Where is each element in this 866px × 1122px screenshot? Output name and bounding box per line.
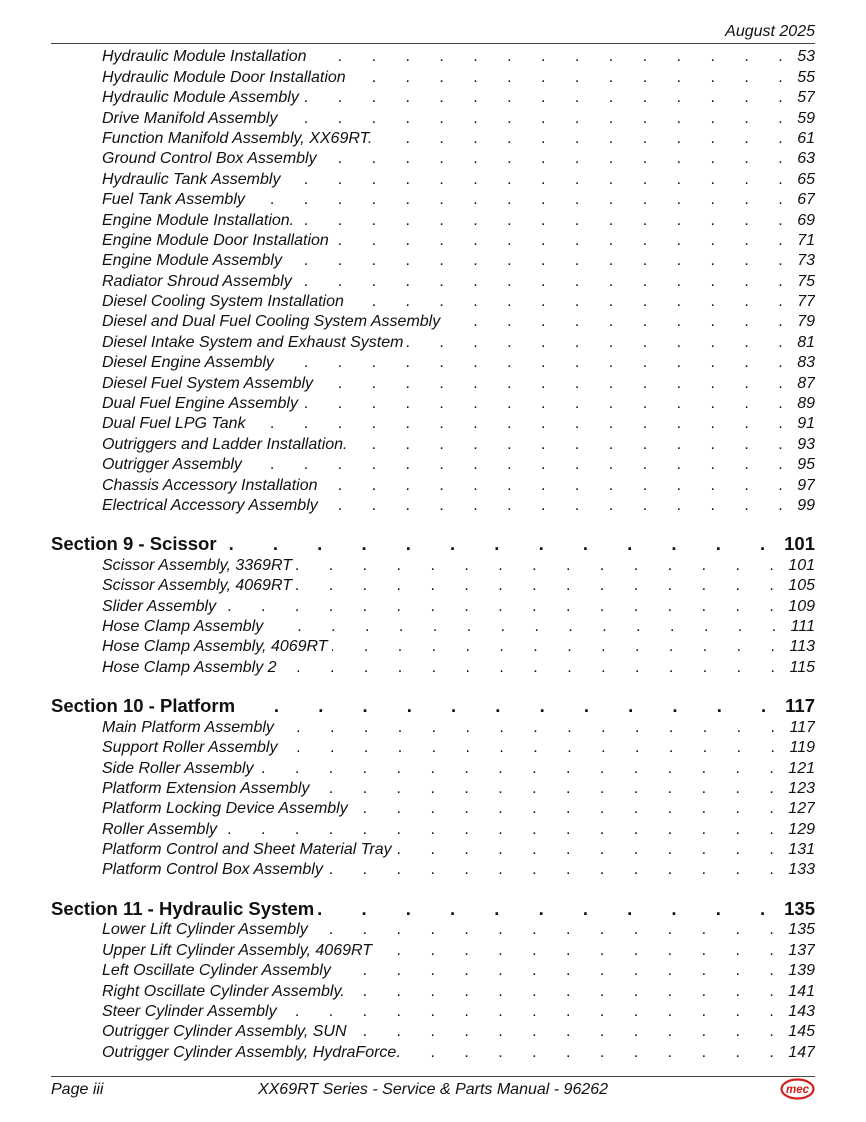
toc-entry[interactable] — [51, 1042, 815, 1062]
toc-page-number: 121 — [788, 759, 815, 777]
toc-page-number: 117 — [789, 718, 815, 736]
toc-label: Function Manifold Assembly, XX69RT. — [102, 129, 376, 149]
toc-label: Left Oscillate Cylinder Assembly — [102, 961, 335, 981]
toc-label: Steer Cylinder Assembly — [102, 1002, 281, 1022]
toc-page-number: 75 — [797, 272, 815, 290]
dot-leader — [350, 67, 796, 87]
toc-label: Fuel Tank Assembly — [102, 190, 249, 210]
toc-page-number: 131 — [788, 841, 815, 859]
toc-page-number: 101 — [784, 533, 815, 555]
toc-entry[interactable] — [51, 210, 815, 230]
dot-leader — [221, 533, 783, 555]
toc-entry[interactable] — [51, 394, 815, 414]
toc-entry[interactable] — [51, 373, 815, 393]
toc-page-number: 113 — [789, 638, 815, 656]
dot-leader — [405, 1042, 787, 1062]
toc-entry[interactable] — [51, 920, 815, 940]
toc-entry[interactable] — [51, 455, 815, 475]
dot-leader — [396, 840, 787, 860]
toc-label: Hydraulic Module Installation — [102, 47, 311, 67]
toc-entry[interactable] — [51, 332, 815, 352]
dot-leader — [303, 88, 795, 108]
toc-page-number: 105 — [788, 577, 815, 595]
toc-label: Section 9 - Scissor — [51, 533, 221, 555]
dot-leader — [333, 231, 795, 251]
toc-entry[interactable] — [51, 67, 815, 87]
toc-label: Hose Clamp Assembly — [102, 617, 267, 637]
dot-leader — [278, 717, 788, 737]
toc-label: Dual Fuel Engine Assembly — [102, 394, 302, 414]
toc-entry[interactable] — [51, 251, 815, 271]
toc-entry[interactable] — [51, 617, 815, 637]
toc-entry[interactable] — [51, 758, 815, 778]
toc-page-number: 111 — [790, 618, 815, 636]
toc-label: Radiator Shroud Assembly — [102, 272, 296, 292]
toc-label: Chassis Accessory Installation — [102, 476, 322, 496]
header-date: August 2025 — [725, 23, 815, 40]
toc-page-number: 143 — [788, 1002, 815, 1020]
toc-page-number: 77 — [797, 293, 815, 311]
toc-label: Section 11 - Hydraulic System — [51, 898, 318, 920]
toc-label: Platform Control Box Assembly — [102, 860, 327, 880]
toc-page-number: 87 — [797, 374, 815, 392]
dot-leader — [444, 312, 795, 332]
dot-leader — [351, 1022, 787, 1042]
toc-page-number: 59 — [797, 109, 815, 127]
dot-leader — [348, 292, 795, 312]
toc-label: Hydraulic Module Door Installation — [102, 68, 350, 88]
dot-leader — [327, 860, 786, 880]
toc-page-number: 101 — [788, 556, 815, 574]
toc-entry[interactable] — [51, 292, 815, 312]
toc-entry[interactable] — [51, 738, 815, 758]
dot-leader — [296, 271, 795, 291]
toc-entry[interactable] — [51, 981, 815, 1001]
toc-label: Scissor Assembly, 4069RT — [102, 576, 296, 596]
toc-label: Hydraulic Tank Assembly — [102, 170, 284, 190]
toc-entry[interactable] — [51, 596, 815, 616]
toc-label: Diesel Fuel System Assembly — [102, 374, 317, 394]
toc-page-number: 95 — [797, 456, 815, 474]
toc-label: Platform Extension Assembly — [102, 779, 313, 799]
toc-label: Drive Manifold Assembly — [102, 109, 281, 129]
toc-label: Roller Assembly — [102, 820, 221, 840]
toc-page-number: 137 — [788, 941, 815, 959]
toc-label: Diesel Engine Assembly — [102, 353, 278, 373]
dot-leader — [281, 738, 787, 758]
toc-entry[interactable] — [51, 434, 815, 454]
toc-entry[interactable] — [51, 657, 815, 677]
toc-label: Outrigger Cylinder Assembly, HydraForce. — [102, 1043, 405, 1063]
dot-leader — [321, 149, 796, 169]
toc-page-number: 115 — [789, 658, 815, 676]
toc-label: Diesel Intake System and Exhaust System — [102, 333, 407, 353]
toc-label: Outrigger Cylinder Assembly, SUN — [102, 1022, 351, 1042]
toc-label: Side Roller Assembly — [102, 759, 257, 779]
dot-leader — [239, 695, 783, 717]
toc-section-heading[interactable] — [51, 695, 815, 717]
toc-page-number: 81 — [797, 333, 815, 351]
toc-page-number: 71 — [797, 231, 815, 249]
dot-leader — [221, 819, 786, 839]
toc-section-heading[interactable] — [51, 533, 815, 555]
toc-entry[interactable] — [51, 47, 815, 67]
toc-label: Hydraulic Module Assembly — [102, 88, 303, 108]
dot-leader — [220, 596, 786, 616]
toc-entry[interactable] — [51, 860, 815, 880]
dot-leader — [281, 108, 795, 128]
toc-page-number: 69 — [797, 211, 815, 229]
dot-leader — [322, 496, 795, 516]
toc-entry[interactable] — [51, 799, 815, 819]
toc-page-number: 55 — [797, 68, 815, 86]
dot-leader — [249, 414, 795, 434]
toc-page-number: 109 — [788, 597, 815, 615]
toc-entry[interactable] — [51, 271, 815, 291]
toc-entry[interactable] — [51, 840, 815, 860]
toc-entry[interactable] — [51, 312, 815, 332]
toc-page-number: 67 — [797, 191, 815, 209]
toc-page-number: 129 — [788, 820, 815, 838]
toc-label: Upper Lift Cylinder Assembly, 4069RT — [102, 941, 376, 961]
svg-text:mec: mec — [785, 1084, 810, 1096]
toc-page-number: 93 — [797, 435, 815, 453]
toc-entry[interactable] — [51, 637, 815, 657]
toc-page-number: 99 — [797, 496, 815, 514]
toc-page-number: 65 — [797, 170, 815, 188]
toc-page-number: 97 — [797, 476, 815, 494]
toc-label: Slider Assembly — [102, 597, 220, 617]
toc-page-number: 135 — [784, 897, 815, 919]
toc-label: Lower Lift Cylinder Assembly — [102, 920, 312, 940]
toc-label: Platform Locking Device Assembly — [102, 799, 352, 819]
toc-entry[interactable] — [51, 1002, 815, 1022]
toc-label: Outrigger Assembly — [102, 455, 246, 475]
dot-leader — [246, 455, 795, 475]
toc-label: Dual Fuel LPG Tank — [102, 414, 249, 434]
dot-leader — [298, 210, 795, 230]
toc-page-number: 79 — [797, 313, 815, 331]
toc-entry[interactable] — [51, 717, 815, 737]
toc-entry[interactable] — [51, 353, 815, 373]
toc-page-number: 91 — [797, 415, 815, 433]
toc-page-number: 123 — [788, 779, 815, 797]
dot-leader — [407, 332, 795, 352]
dot-leader — [257, 758, 786, 778]
footer-page-label: Page iii — [51, 1081, 104, 1098]
toc-label: Support Roller Assembly — [102, 738, 281, 758]
toc-page-number: 133 — [788, 861, 815, 879]
dot-leader — [296, 576, 786, 596]
toc-entry[interactable] — [51, 576, 815, 596]
dot-leader — [311, 47, 796, 67]
dot-leader — [332, 637, 788, 657]
toc-entry[interactable] — [51, 190, 815, 210]
toc-entry[interactable] — [51, 231, 815, 251]
footer-rule — [51, 1076, 815, 1077]
toc-entry[interactable] — [51, 129, 815, 149]
dot-leader — [352, 799, 787, 819]
toc-entry[interactable] — [51, 414, 815, 434]
dot-leader — [249, 190, 795, 210]
dot-leader — [281, 657, 788, 677]
toc-label: Outriggers and Ladder Installation. — [102, 435, 351, 455]
toc-page-number: 89 — [797, 395, 815, 413]
toc-label: Section 10 - Platform — [51, 695, 239, 717]
dot-leader — [376, 129, 795, 149]
dot-leader — [284, 169, 795, 189]
toc-entry[interactable] — [51, 961, 815, 981]
toc-entry[interactable] — [51, 169, 815, 189]
dot-leader — [267, 617, 788, 637]
toc-page-number: 141 — [788, 982, 815, 1000]
dot-leader — [317, 373, 795, 393]
toc-entry[interactable] — [51, 779, 815, 799]
toc-page-number: 139 — [788, 962, 815, 980]
toc-label: Diesel and Dual Fuel Cooling System Assembly — [102, 312, 444, 332]
toc-label: Hose Clamp Assembly 2 — [102, 658, 281, 678]
dot-leader — [322, 475, 796, 495]
toc-page-number: 127 — [788, 800, 815, 818]
toc-page-number: 63 — [797, 150, 815, 168]
toc-page-number: 147 — [788, 1043, 815, 1061]
toc-section-heading[interactable] — [51, 898, 815, 920]
dot-leader — [278, 353, 795, 373]
toc-entry[interactable] — [51, 475, 815, 495]
toc-page-number: 117 — [785, 695, 815, 717]
footer-title: XX69RT Series - Service & Parts Manual - 96262 — [257, 1081, 609, 1098]
toc-entry[interactable] — [51, 496, 815, 516]
toc-page-number: 57 — [797, 89, 815, 107]
toc-entry[interactable] — [51, 819, 815, 839]
dot-leader — [313, 779, 786, 799]
toc-label: Scissor Assembly, 3369RT — [102, 556, 296, 576]
dot-leader — [296, 555, 786, 575]
toc-page-number: 53 — [797, 48, 815, 66]
toc-page-number: 135 — [788, 921, 815, 939]
mec-logo — [780, 1078, 815, 1100]
toc-label: Platform Control and Sheet Material Tray — [102, 840, 396, 860]
toc-entry[interactable] — [51, 940, 815, 960]
toc-page-number: 83 — [797, 354, 815, 372]
dot-leader — [318, 898, 782, 920]
toc-page-number: 73 — [797, 252, 815, 270]
toc-label: Engine Module Installation. — [102, 211, 298, 231]
dot-leader — [335, 961, 786, 981]
toc-label: Engine Module Assembly — [102, 251, 286, 271]
dot-leader — [286, 251, 795, 271]
dot-leader — [351, 434, 795, 454]
toc-label: Electrical Accessory Assembly — [102, 496, 322, 516]
toc-label: Hose Clamp Assembly, 4069RT — [102, 637, 332, 657]
toc-label: Main Platform Assembly — [102, 718, 278, 738]
toc-entry[interactable] — [51, 108, 815, 128]
dot-leader — [302, 394, 795, 414]
table-of-contents — [51, 47, 815, 1063]
toc-entry[interactable] — [51, 1022, 815, 1042]
dot-leader — [312, 920, 787, 940]
toc-label: Ground Control Box Assembly — [102, 149, 321, 169]
toc-page-number: 61 — [797, 129, 815, 147]
toc-page-number: 145 — [788, 1023, 815, 1041]
toc-label: Diesel Cooling System Installation — [102, 292, 348, 312]
dot-leader — [349, 981, 787, 1001]
toc-page-number: 119 — [789, 739, 815, 757]
toc-entry[interactable] — [51, 88, 815, 108]
dot-leader — [281, 1002, 787, 1022]
toc-label: Engine Module Door Installation — [102, 231, 333, 251]
header-rule — [51, 43, 815, 44]
toc-label: Right Oscillate Cylinder Assembly. — [102, 982, 349, 1002]
dot-leader — [376, 940, 786, 960]
toc-entry[interactable] — [51, 555, 815, 575]
toc-entry[interactable] — [51, 149, 815, 169]
